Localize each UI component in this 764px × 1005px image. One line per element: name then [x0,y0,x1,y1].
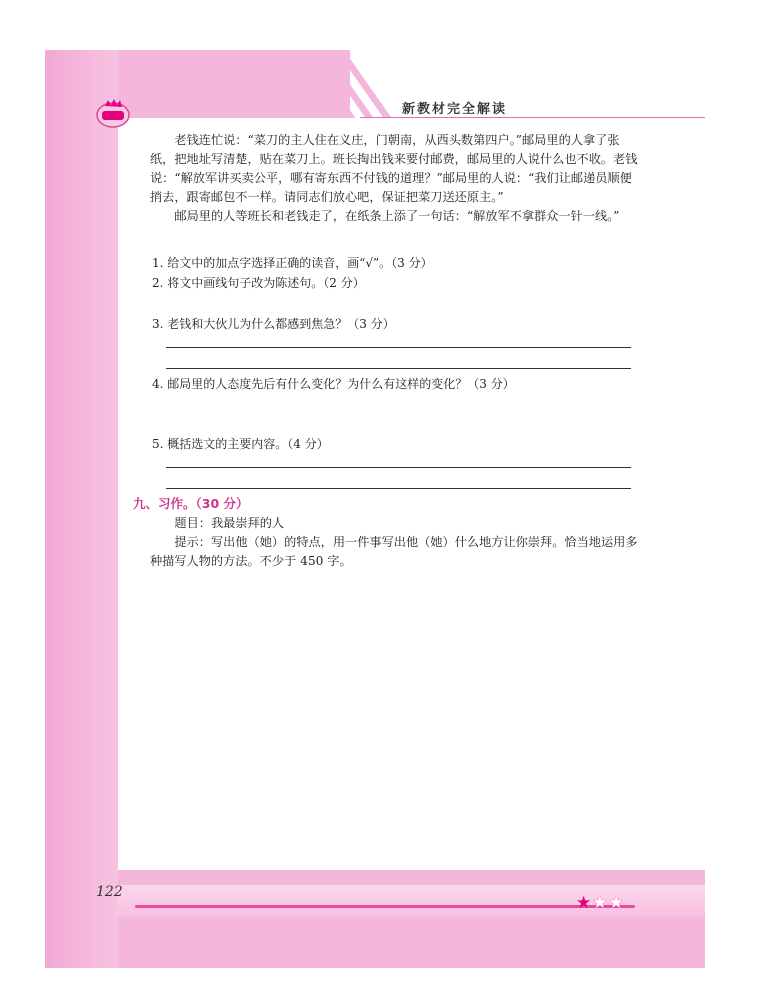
section-title: 九、习作。（30 分） [133,496,249,511]
question-4: 4. 邮局里的人态度先后有什么变化？为什么有这样的变化？（3 分） [152,377,515,391]
star-empty-icon: ★ [592,893,609,913]
answer-line[interactable] [166,467,631,468]
answer-line[interactable] [166,368,631,369]
star-filled-icon: ★ [576,893,593,913]
question-3: 3. 老钱和大伙儿为什么都感到焦急？（3 分） [152,317,395,331]
book-mascot-icon [96,98,130,128]
question-1: 1. 给文中的加点字选择正确的读音，画“√”。（3 分） [152,256,433,270]
question-5: 5. 概括选文的主要内容。（4 分） [152,437,329,451]
reading-passage [150,131,640,226]
answer-line[interactable] [166,488,631,489]
star-empty-icon: ★ [608,893,625,913]
answer-line[interactable] [166,347,631,348]
composition-block [150,514,640,571]
book-title: 新教材完全解读 [402,102,508,117]
difficulty-rating [576,893,625,913]
passage-paragraph: 老钱连忙说：“菜刀的主人住在义庄，门朝南，从西头数第四户。”邮局里的人拿了张纸，把地址写清楚，贴在菜刀上。班长掏出钱来要付邮费，邮局里的人说什么也不收。老钱说：“解放军讲买卖公平，哪有寄东西不付钱的道理？”邮局里的人说：“我们让邮递员顺便捎去，跟寄邮包不一样。请同志们放心吧，保证把菜刀送还原主。” [150,133,638,204]
question-2: 2. 将文中画线句子改为陈述句。（2 分） [152,276,365,290]
footer-rule [135,905,635,908]
page-number: 122 [96,884,123,900]
left-margin-strip [45,50,118,968]
composition-topic: 题目：我最崇拜的人 [174,516,285,530]
composition-hint: 提示：写出他（她）的特点，用一件事写出他（她）什么地方让你崇拜。恰当地运用多种描写人物的方法。不少于 450 字。 [150,535,638,568]
passage-paragraph: 邮局里的人等班长和老钱走了，在纸条上添了一句话：“解放军不拿群众一针一线。” [174,209,620,223]
